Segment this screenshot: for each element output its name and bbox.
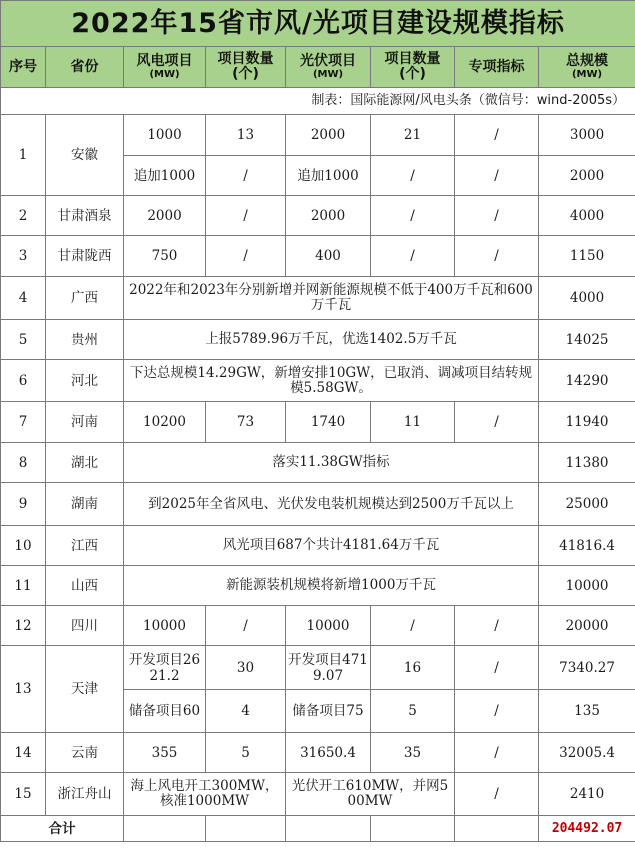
table-row — [1, 320, 635, 360]
total-value: 25000 — [539, 483, 635, 526]
total-value: 11940 — [539, 402, 635, 443]
table-row — [1, 277, 635, 320]
empty-cell — [286, 816, 371, 842]
row-note: 到2025年全省风电、光伏发电装机规模达到2500万千瓦以上 — [124, 483, 539, 526]
wind-count: 13 — [206, 115, 286, 156]
table-row — [1, 606, 635, 646]
row-no: 10 — [1, 526, 46, 566]
table-row — [1, 443, 635, 483]
table-row — [1, 360, 635, 402]
wind-note: 海上风电开工300MW，核准1000MW — [124, 773, 286, 816]
row-province: 云南 — [46, 733, 124, 773]
wind-count: 4 — [206, 690, 286, 733]
row-province: 河南 — [46, 402, 124, 443]
row-no: 14 — [1, 733, 46, 773]
header-province: 省份 — [46, 47, 124, 88]
empty-cell — [206, 816, 286, 842]
row-no: 5 — [1, 320, 46, 360]
special-value: / — [455, 733, 539, 773]
row-province: 河北 — [46, 360, 124, 402]
pv-count: 11 — [371, 402, 455, 443]
total-value: 41816.4 — [539, 526, 635, 566]
wind-count: 5 — [206, 733, 286, 773]
total-value: 32005.4 — [539, 733, 635, 773]
header-pv-count — [371, 47, 455, 88]
header-pv — [286, 47, 371, 88]
row-note: 风光项目687个共计4181.64万千瓦 — [124, 526, 539, 566]
table-row — [1, 773, 635, 816]
table-row — [1, 526, 635, 566]
total-value: 20000 — [539, 606, 635, 646]
pv-count: / — [371, 606, 455, 646]
row-province: 甘肃酒泉 — [46, 196, 124, 236]
wind-value: 355 — [124, 733, 206, 773]
total-value: 2000 — [539, 156, 635, 196]
header-wind-count-unit: (个) — [232, 66, 259, 82]
table-row — [1, 566, 635, 606]
wind-value: 储备项目60 — [124, 690, 206, 733]
row-no: 4 — [1, 277, 46, 320]
wind-value: 追加1000 — [124, 156, 206, 196]
row-province: 甘肃陇西 — [46, 236, 124, 277]
row-note: 下达总规模14.29GW，新增安排10GW，已取消、调减项目结转规模5.58GW。 — [124, 360, 539, 402]
total-value: 14290 — [539, 360, 635, 402]
row-province: 四川 — [46, 606, 124, 646]
wind-count: / — [206, 156, 286, 196]
pv-value: 31650.4 — [286, 733, 371, 773]
table-title: 2022年15省市风/光项目建设规模指标 — [1, 1, 635, 47]
header-special: 专项指标 — [455, 47, 539, 88]
pv-value: 1740 — [286, 402, 371, 443]
total-value: 10000 — [539, 566, 635, 606]
wind-value: 10000 — [124, 606, 206, 646]
pv-value: 2000 — [286, 115, 371, 156]
pv-count: 35 — [371, 733, 455, 773]
header-pv-count-label: 项目数量 — [384, 51, 441, 67]
pv-note: 光伏开工610MW，并网500MW — [286, 773, 455, 816]
pv-value: 追加1000 — [286, 156, 371, 196]
pv-count: 21 — [371, 115, 455, 156]
special-value: / — [455, 690, 539, 733]
pv-value: 10000 — [286, 606, 371, 646]
table-row — [1, 402, 635, 443]
row-no: 2 — [1, 196, 46, 236]
total-label: 合计 — [1, 816, 124, 842]
table-row — [1, 115, 635, 156]
special-value: / — [455, 606, 539, 646]
row-no: 6 — [1, 360, 46, 402]
row-province: 安徽 — [46, 115, 124, 196]
pv-value: 开发项目4719.07 — [286, 646, 371, 690]
total-value: 3000 — [539, 115, 635, 156]
row-no: 9 — [1, 483, 46, 526]
header-wind — [124, 47, 206, 88]
total-row — [1, 816, 635, 842]
wind-count: 73 — [206, 402, 286, 443]
row-note: 新能源装机规模将新增1000万千瓦 — [124, 566, 539, 606]
row-province: 浙江舟山 — [46, 773, 124, 816]
table-row — [1, 196, 635, 236]
total-value: 135 — [539, 690, 635, 733]
total-value: 4000 — [539, 196, 635, 236]
pv-count: 16 — [371, 646, 455, 690]
header-row — [1, 47, 635, 88]
table-row — [1, 646, 635, 690]
wind-count: / — [206, 606, 286, 646]
wind-value: 1000 — [124, 115, 206, 156]
row-province: 贵州 — [46, 320, 124, 360]
header-wind-unit: (MW) — [149, 69, 180, 80]
special-value: / — [455, 646, 539, 690]
wind-count: 30 — [206, 646, 286, 690]
header-total-label: 总规模 — [566, 53, 609, 69]
pv-count: / — [371, 196, 455, 236]
header-pv-unit: (MW) — [312, 69, 344, 80]
row-note: 2022年和2023年分别新增并网新能源规模不低于400万千瓦和600万千瓦 — [124, 277, 539, 320]
total-value: 1150 — [539, 236, 635, 277]
total-value: 4000 — [539, 277, 635, 320]
row-no: 7 — [1, 402, 46, 443]
header-wind-count-label: 项目数量 — [217, 51, 274, 67]
wind-count: / — [206, 236, 286, 277]
row-note: 上报5789.96万千瓦，优选1402.5万千瓦 — [124, 320, 539, 360]
wind-value: 10200 — [124, 402, 206, 443]
row-no: 15 — [1, 773, 46, 816]
pv-value: 储备项目75 — [286, 690, 371, 733]
row-no: 11 — [1, 566, 46, 606]
wind-value: 750 — [124, 236, 206, 277]
row-province: 广西 — [46, 277, 124, 320]
special-value: / — [455, 236, 539, 277]
row-province: 湖北 — [46, 443, 124, 483]
row-no: 3 — [1, 236, 46, 277]
header-total — [539, 47, 635, 88]
total-value: 14025 — [539, 320, 635, 360]
pv-count: / — [371, 156, 455, 196]
special-value: / — [455, 156, 539, 196]
row-province: 天津 — [46, 646, 124, 733]
wind-value: 2000 — [124, 196, 206, 236]
table-row — [1, 483, 635, 526]
row-province: 湖南 — [46, 483, 124, 526]
header-pv-label: 光伏项目 — [300, 53, 356, 69]
row-province: 江西 — [46, 526, 124, 566]
total-value: 2410 — [539, 773, 635, 816]
table-row — [1, 733, 635, 773]
grand-total: 204492.07 — [539, 816, 635, 842]
special-value: / — [455, 196, 539, 236]
empty-cell — [371, 816, 455, 842]
wind-value: 开发项目2621.2 — [124, 646, 206, 690]
credit-line: 制表：国际能源网/风电头条（微信号：wind-2005s） — [1, 88, 635, 115]
pv-value: 400 — [286, 236, 371, 277]
empty-cell — [455, 816, 539, 842]
header-pv-count-unit: (个) — [399, 66, 426, 82]
pv-count: / — [371, 236, 455, 277]
empty-cell — [124, 816, 206, 842]
header-no: 序号 — [1, 47, 46, 88]
special-value: / — [455, 115, 539, 156]
special-value: / — [455, 402, 539, 443]
row-no: 12 — [1, 606, 46, 646]
pv-value: 2000 — [286, 196, 371, 236]
header-wind-label: 风电项目 — [136, 53, 193, 69]
total-value: 7340.27 — [539, 646, 635, 690]
pv-count: 5 — [371, 690, 455, 733]
wind-count: / — [206, 196, 286, 236]
row-no: 1 — [1, 115, 46, 196]
header-wind-count — [206, 47, 286, 88]
row-note: 落实11.38GW指标 — [124, 443, 539, 483]
row-province: 山西 — [46, 566, 124, 606]
total-value: 11380 — [539, 443, 635, 483]
header-total-unit: (MW) — [571, 69, 603, 80]
table-row — [1, 236, 635, 277]
row-no: 13 — [1, 646, 46, 733]
row-no: 8 — [1, 443, 46, 483]
special-value: / — [455, 773, 539, 816]
